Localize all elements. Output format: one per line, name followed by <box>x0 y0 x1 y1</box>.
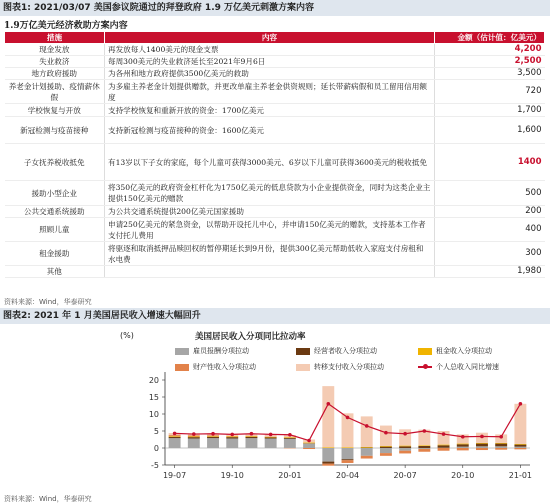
bar-segment <box>265 438 277 448</box>
cell-measure: 子女抚养税收抵免 <box>5 144 105 181</box>
table-header-row <box>5 32 545 44</box>
total-growth-point <box>230 433 234 437</box>
cell-measure: 新冠检测与疫苗接种 <box>5 117 105 144</box>
bar-segment <box>476 444 488 447</box>
bar-segment <box>342 459 354 460</box>
bar-segment <box>342 460 354 463</box>
bar-segment <box>207 436 219 437</box>
bar-segment <box>284 437 296 438</box>
bar-segment <box>361 416 373 447</box>
cell-amount: 1,980 <box>435 266 545 278</box>
cell-content <box>105 266 435 278</box>
total-growth-point <box>519 402 523 406</box>
bar-segment <box>476 443 488 444</box>
bar-segment <box>399 429 411 445</box>
table-row <box>5 218 545 242</box>
cell-measure: 公共交通系统援助 <box>5 206 105 218</box>
table-row <box>5 44 545 56</box>
bar-segment <box>226 438 238 448</box>
x-tick-label: 20-07 <box>393 471 417 480</box>
bar-segment <box>457 448 469 450</box>
bar-segment <box>514 447 526 448</box>
table-row <box>5 181 545 206</box>
bar-segment <box>457 447 469 448</box>
total-growth-point <box>442 432 446 436</box>
bar-segment <box>457 444 469 446</box>
bar-segment <box>514 448 526 449</box>
total-growth-point <box>403 432 407 436</box>
x-tick-label: 21-01 <box>508 471 533 480</box>
bar-segment <box>418 446 430 448</box>
x-tick-label: 20-10 <box>451 471 475 480</box>
total-growth-point <box>423 429 427 433</box>
bar-segment <box>322 462 334 464</box>
bar-segment <box>322 386 334 447</box>
bar-segment <box>303 444 315 448</box>
table-row <box>5 68 545 80</box>
bar-segment <box>169 435 181 436</box>
bar-segment <box>418 445 430 446</box>
cell-measure: 照顾儿童 <box>5 218 105 242</box>
bar-segment <box>380 447 392 448</box>
bar-segment <box>322 464 334 466</box>
bar-segment <box>226 436 238 437</box>
chart-title: 美国居民收入分项同比拉动率 <box>195 332 306 342</box>
bar-segment <box>361 456 373 459</box>
cell-content: 申请250亿美元的紧急资金，以帮助开设托儿中心，并申请150亿美元的赠款，支持基本工作者支付托儿费用 <box>105 218 435 242</box>
cell-content: 为各州和地方政府提供3500亿美元的救助 <box>105 68 435 80</box>
x-tick-label: 20-01 <box>278 471 302 480</box>
total-growth-point <box>384 431 388 435</box>
y-tick-label: 20 <box>148 376 159 385</box>
table-row <box>5 144 545 181</box>
cell-measure: 援助小型企业 <box>5 181 105 206</box>
bar-segment <box>284 439 296 448</box>
y-tick-label: -5 <box>151 461 159 470</box>
legend-label: 财产性收入分项拉动 <box>193 363 256 371</box>
bar-segment <box>207 435 219 436</box>
bar-segment <box>361 447 373 448</box>
cell-content: 再发放每人1400美元的现金支票 <box>105 44 435 56</box>
bar-segment <box>438 445 450 446</box>
total-growth-point <box>480 435 484 439</box>
total-growth-point <box>346 416 350 420</box>
bar-segment <box>207 438 219 448</box>
total-growth-point <box>173 432 177 436</box>
bar-segment <box>188 438 200 448</box>
total-growth-point <box>269 433 273 437</box>
bar-segment <box>476 446 488 448</box>
y-tick-label: 0 <box>153 444 159 453</box>
header-measure: 措施 <box>5 32 105 44</box>
bar-segment <box>476 448 488 450</box>
bar-segment <box>188 436 200 437</box>
total-growth-point <box>250 432 254 436</box>
total-growth-point <box>211 432 215 436</box>
bar-segment <box>380 426 392 446</box>
y-tick-label: 15 <box>148 393 159 402</box>
cell-measure: 现金发放 <box>5 44 105 56</box>
y-tick-label: 5 <box>153 427 159 436</box>
income-chart <box>0 340 550 490</box>
bar-segment <box>399 446 411 447</box>
cell-content: 为多雇主养老金计划提供赠款，并更改单雇主养老金供资规则；延长带薪病假和员工留用信用额度 <box>105 80 435 104</box>
bar-segment <box>495 443 507 444</box>
bar-segment <box>399 446 411 448</box>
x-tick-label: 20-04 <box>335 471 360 480</box>
cell-measure: 其他 <box>5 266 105 278</box>
cell-amount: 500 <box>435 181 545 206</box>
cell-content: 为公共交通系统提供200亿美元国家援助 <box>105 206 435 218</box>
bar-segment <box>495 446 507 448</box>
bar-segment <box>438 445 450 447</box>
bar-segment <box>303 443 315 444</box>
bar-segment <box>457 444 469 445</box>
total-growth-point <box>461 435 465 439</box>
bar-segment <box>380 453 392 456</box>
y-axis-unit: (%) <box>120 331 134 340</box>
total-growth-point <box>288 433 292 437</box>
table-row <box>5 266 545 278</box>
total-growth-point <box>192 432 196 436</box>
cell-amount: 1400 <box>435 144 545 181</box>
bar-segment <box>399 451 411 454</box>
bar-segment <box>245 438 257 448</box>
bar-segment <box>265 437 277 438</box>
cell-amount: 3,500 <box>435 68 545 80</box>
bar-segment <box>169 438 181 448</box>
cell-content: 支持新冠检测与疫苗接种的资金：1600亿美元 <box>105 117 435 144</box>
bar-segment <box>303 448 315 449</box>
cell-content: 将350亿美元的政府资金杠杆化为1750亿美元的低息贷款为小企业提供资金，同时为这类企业主提供150亿美元的赠款 <box>105 181 435 206</box>
legend-label: 转移支付收入分项拉动 <box>314 363 384 371</box>
table-row <box>5 104 545 117</box>
total-growth-point <box>307 439 311 443</box>
y-tick-label: 10 <box>148 410 159 419</box>
table-row <box>5 80 545 104</box>
bar-segment <box>380 446 392 447</box>
cell-amount: 400 <box>435 218 545 242</box>
cell-amount: 4,200 <box>435 44 545 56</box>
cell-measure: 地方政府援助 <box>5 68 105 80</box>
bar-segment <box>207 437 219 438</box>
bar-segment <box>361 448 373 456</box>
bar-segment <box>514 445 526 447</box>
cell-measure: 失业救济 <box>5 56 105 68</box>
bar-segment <box>169 436 181 437</box>
bar-segment <box>495 448 507 450</box>
legend-label: 个人总收入同比增速 <box>436 363 499 371</box>
bar-segment <box>342 447 354 448</box>
total-growth-point <box>365 424 369 428</box>
source-note-1: 资料来源：Wind，华泰研究 <box>4 298 92 306</box>
x-tick-label: 19-10 <box>220 471 244 480</box>
table-row <box>5 56 545 68</box>
bar-segment <box>245 436 257 437</box>
bar-segment <box>418 449 430 452</box>
cell-amount: 2,500 <box>435 56 545 68</box>
legend-label: 租金收入分项拉动 <box>436 347 492 355</box>
legend-label: 雇员报酬分项拉动 <box>193 347 249 355</box>
x-tick-label: 19-07 <box>162 471 187 480</box>
bar-segment <box>226 437 238 438</box>
bar-segment <box>418 448 430 449</box>
cell-amount: 1,600 <box>435 117 545 144</box>
bar-segment <box>514 444 526 445</box>
cell-content: 将驱逐和取消抵押品赎回权的暂停期延长到9月份，提供300亿美元帮助低收入家庭支付房租和水电费 <box>105 242 435 266</box>
bar-segment <box>245 437 257 438</box>
bar-segment <box>322 448 334 462</box>
bar-segment <box>495 444 507 447</box>
total-growth-point <box>326 402 330 406</box>
header-content: 内容 <box>105 32 435 44</box>
bar-segment <box>342 448 354 459</box>
table-row <box>5 117 545 144</box>
table-row <box>5 206 545 218</box>
cell-amount: 200 <box>435 206 545 218</box>
bar-segment <box>169 437 181 438</box>
source-note-2: 资料来源：Wind，华泰研究 <box>4 495 92 503</box>
table-subtitle: 1.9万亿美元经济救助方案内容 <box>4 21 128 31</box>
legend-label: 经营者收入分项拉动 <box>314 347 377 355</box>
cell-measure: 养老金计划援助、疫情薪休假 <box>5 80 105 104</box>
bar-segment <box>322 447 334 448</box>
bar-segment <box>399 448 411 451</box>
table-row <box>5 242 545 266</box>
bar-segment <box>284 438 296 439</box>
header-amount: 金额（估计值：亿美元） <box>435 32 545 44</box>
cell-amount: 1,700 <box>435 104 545 117</box>
cell-amount: 300 <box>435 242 545 266</box>
bar-segment <box>438 448 450 451</box>
cell-content: 支持学校恢复和重新开放的资金：1700亿美元 <box>105 104 435 117</box>
cell-measure: 学校恢复与开放 <box>5 104 105 117</box>
bar-segment <box>380 448 392 453</box>
total-growth-point <box>499 435 503 439</box>
stimulus-table <box>4 31 545 278</box>
bar-segment <box>188 437 200 438</box>
cell-amount: 720 <box>435 80 545 104</box>
cell-content: 有13岁以下子女的家庭，每个儿童可获得3000美元、6岁以下儿童可获得3600美元的税收抵免 <box>105 144 435 181</box>
figure1-title: 图表1: 2021/03/07 美国参议院通过的拜登政府 1.9 万亿美元刺激方案内容 <box>0 0 550 16</box>
cell-measure: 租金援助 <box>5 242 105 266</box>
cell-content: 每周300美元的失业救济延长至2021年9月6日 <box>105 56 435 68</box>
figure2-title: 图表2: 2021 年 1 月美国居民收入增速大幅回升 <box>0 308 550 324</box>
